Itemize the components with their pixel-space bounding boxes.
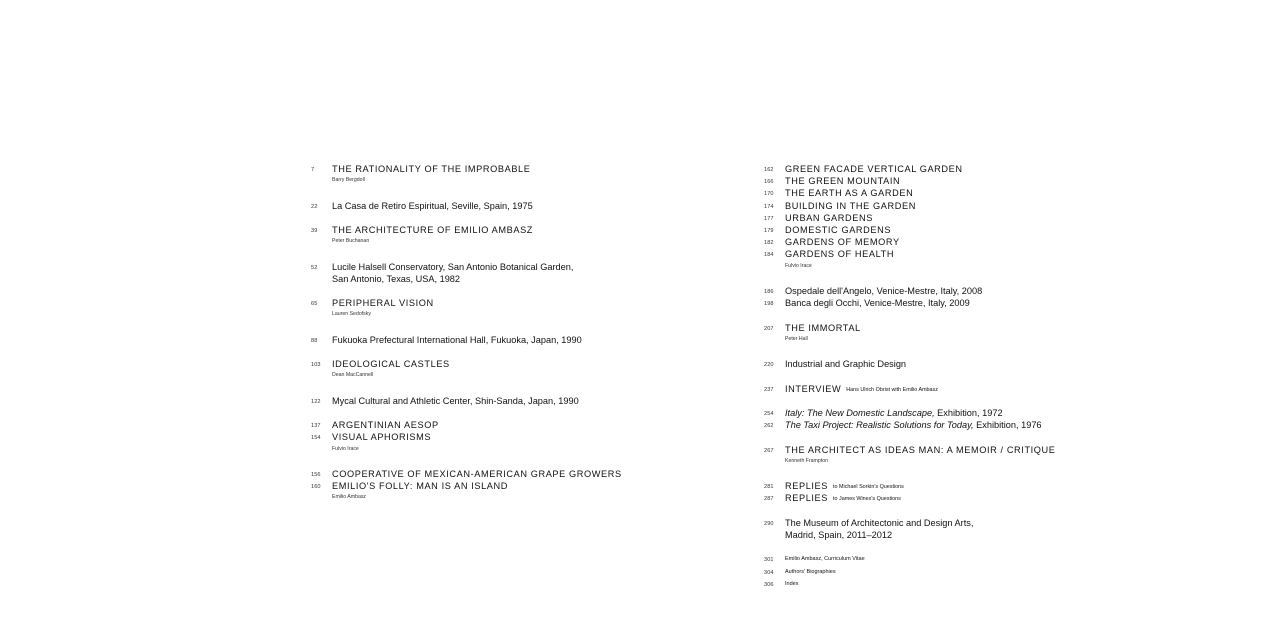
entry-title: IDEOLOGICAL CASTLES [332,359,450,370]
entry-author: Barry Bergdoll [332,177,365,184]
entry-title [785,383,938,396]
page-number: 262 [764,423,774,430]
toc-entry[interactable] [764,407,1064,431]
entry-title: Lucile Halsell Conservatory, San Antonio Botanical Garden, [332,261,574,272]
entry-title: THE ARCHITECTURE OF EMILIO AMBASZ [332,225,534,235]
toc-line[interactable] [764,200,1064,212]
entry-author: Dean MacCannell [332,372,374,379]
page-number: 166 [764,179,774,186]
entry-title: EMILIO'S FOLLY: MAN IS AN ISLAND [332,481,508,492]
toc-entry-backmatter[interactable] [764,553,1064,590]
entry-title: THE RATIONALITY OF THE IMPROBABLE [332,164,531,174]
toc-line[interactable] [764,553,1064,565]
toc-line[interactable] [764,236,1064,248]
entry-title: URBAN GARDENS [785,212,873,223]
page-number: 301 [764,557,774,564]
entry-title-rest: Exhibition, 1976 [973,420,1042,431]
entry-title: THE GREEN MOUNTAIN [785,176,901,187]
page-number: 52 [311,264,318,271]
toc-line[interactable] [764,187,1064,199]
entry-title: THE ARCHITECT AS IDEAS MAN: A MEMOIR / CRITIQUE [785,444,1056,455]
toc-line[interactable] [764,224,1064,236]
page-number: 156 [311,472,321,478]
entry-title-line2: Madrid, Spain, 2011–2012 [785,529,893,540]
entry-title: GREEN FACADE VERTICAL GARDEN [785,164,963,174]
page-number: 237 [764,386,774,393]
toc-entry[interactable] [311,419,611,456]
toc-entry[interactable] [311,200,611,212]
entry-author: Emilio Ambasz [332,494,367,501]
page-number: 220 [764,362,774,369]
page-number: 281 [764,484,774,491]
entry-title: DOMESTIC GARDENS [785,224,892,235]
entry-title-line2: San Antonio, Texas, USA, 1982 [332,273,461,284]
toc-entry[interactable] [311,224,611,248]
page-number: 103 [311,362,321,369]
entry-author: Peter Buchanan [332,238,370,245]
toc-entry[interactable] [311,468,622,505]
entry-title: Banca degli Occhi, Venice-Mestre, Italy, 2009 [785,298,970,309]
toc-entry[interactable] [764,285,1064,309]
toc-entry[interactable] [764,358,1064,370]
entry-title: THE IMMORTAL [785,322,861,333]
page-number: 177 [764,215,774,222]
toc-line[interactable] [764,566,1064,578]
toc-line[interactable] [764,248,1064,260]
page-number: 160 [311,484,321,491]
entry-title [785,419,1042,431]
page-number: 306 [764,581,774,588]
page-number: 254 [764,411,774,417]
entry-title: La Casa de Retiro Espiritual, Seville, Spain, 1975 [332,200,533,211]
page-number: 122 [311,398,321,405]
toc-entry[interactable] [311,358,611,382]
toc-entry[interactable] [311,334,611,346]
entry-title-text: INTERVIEW [785,383,842,394]
page-number: 154 [311,435,321,442]
toc-entry[interactable] [764,322,1064,346]
page-number: 186 [764,289,774,295]
entry-author: Fulvio Irace [332,445,359,452]
toc-entry[interactable] [764,517,1064,541]
entry-note: to James Wines's Questions [833,496,901,503]
toc-line[interactable] [764,175,1064,187]
toc-entry[interactable] [311,261,611,285]
entry-title: Authors' Biographies [785,568,836,575]
toc-entry[interactable] [311,297,611,321]
page-number: 22 [311,203,318,210]
entry-title: VISUAL APHORISMS [332,432,432,443]
toc-entry-gardens[interactable] [764,163,1064,273]
entry-title-italic: Italy: The New Domestic Landscape, [785,408,935,418]
entry-title: GARDENS OF HEALTH [785,249,895,260]
entry-title: ARGENTINIAN AESOP [332,420,439,431]
page-number: 184 [764,252,774,259]
page-number: 137 [311,423,321,430]
entry-title-text: REPLIES [785,493,829,504]
page-number: 290 [764,520,774,527]
page-number: 198 [764,301,774,308]
toc-entry[interactable] [764,444,1064,468]
page-number: 179 [764,227,774,234]
toc-entry[interactable] [311,395,611,407]
entry-title: The Museum of Architectonic and Design Arts, [785,517,974,528]
page-number: 170 [764,191,774,198]
entry-author: Kenneth Frampton [785,457,828,464]
entry-title: Ospedale dell'Angelo, Venice-Mestre, Italy, 2008 [785,286,983,296]
page-number: 287 [764,496,774,503]
page-number: 88 [311,337,318,344]
page-number: 267 [764,447,774,454]
entry-title-text: REPLIES [785,481,829,492]
page-number: 7 [311,167,315,173]
toc-line[interactable] [764,212,1064,224]
entry-title: Fukuoka Prefectural International Hall, Fukuoka, Japan, 1990 [332,334,582,345]
entry-title: THE EARTH AS A GARDEN [785,188,914,199]
page-number: 65 [311,301,318,308]
entry-title-italic: The Taxi Project: Realistic Solutions for Today, [785,420,974,431]
entry-title-rest: Exhibition, 1972 [934,408,1003,418]
entry-author: Lauren Sedofsky [332,311,371,318]
entry-title: Index [785,580,799,587]
entry-title: Emilio Ambasz, Curriculum Vitae [785,556,865,563]
entry-title: Industrial and Graphic Design [785,359,907,370]
entry-note: Hans Ulrich Obrist with Emilio Ambasz [846,386,938,393]
toc-entry[interactable] [764,383,1064,395]
toc-entry[interactable] [311,163,611,187]
toc-entry[interactable] [764,480,1064,504]
page-number: 174 [764,203,774,210]
entry-author: Peter Hall [785,335,808,342]
entry-note: to Michael Sorkin's Questions [833,484,904,491]
toc-line[interactable] [764,578,1064,590]
toc-line[interactable] [764,163,1064,175]
page-number: 39 [311,228,318,234]
entry-title: GARDENS OF MEMORY [785,237,900,248]
page-number: 182 [764,240,774,247]
entry-title: BUILDING IN THE GARDEN [785,200,916,211]
entry-title: COOPERATIVE OF MEXICAN-AMERICAN GRAPE GROWERS [332,469,622,479]
entry-title: PERIPHERAL VISION [332,298,434,309]
page-number: 304 [764,569,774,576]
entry-author: Fulvio Irace [785,262,812,269]
page-number: 207 [764,325,774,332]
entry-title [785,407,1003,419]
entry-title: Mycal Cultural and Athletic Center, Shin-Sanda, Japan, 1990 [332,395,579,406]
entry-title [785,492,901,505]
page-number: 162 [764,167,774,173]
